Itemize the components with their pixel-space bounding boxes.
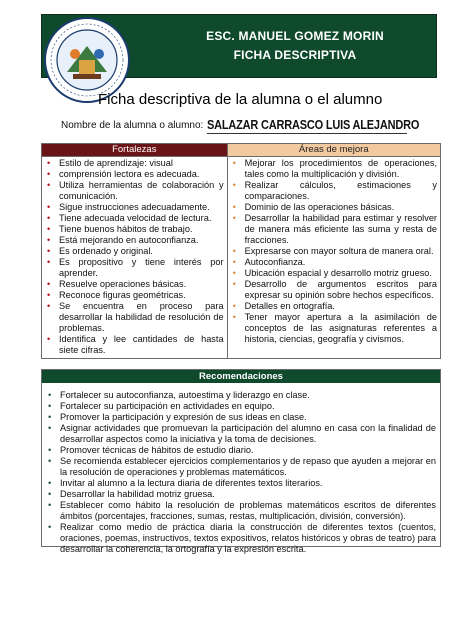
bullet-icon: • — [47, 334, 51, 344]
list-item-text: Identifica y lee cantidades de hasta siete cifras. — [59, 334, 224, 355]
student-name: SALAZAR CARRASCO LUIS ALEJANDRO — [207, 118, 420, 133]
list-item — [46, 522, 436, 555]
bullet-icon: • — [232, 158, 236, 168]
list-item — [231, 246, 437, 257]
list-item — [45, 169, 224, 180]
bullet-icon: • — [47, 235, 51, 245]
list-item-text: Desarrollar la habilidad para estimar y resolver de manera más eficiente las suma y resta de fracciones. — [244, 213, 437, 245]
list-item — [45, 224, 224, 235]
bullet-icon: • — [48, 423, 52, 433]
list-item-text: Fortalecer su autoconfianza, autoestima y liderazgo en clase. — [60, 390, 310, 400]
list-item-text: Detalles en ortografía. — [244, 301, 335, 311]
list-item-text: Promover la participación y expresión de sus ideas en clase. — [60, 412, 307, 422]
list-item-text: Realizar cálculos, estimaciones y comparaciones. — [244, 180, 437, 201]
bullet-icon: • — [48, 456, 52, 466]
list-item — [46, 423, 436, 445]
list-item-text: Realizar como medio de práctica diaria la construcción de diferentes textos (cuentos, oraciones, poemas, instructivos, textos expositivos, relatos históricos y obras de teatro) para desarrollar la coherencia, la ortografía y la expresión escrita. — [60, 522, 436, 554]
header-titles — [160, 27, 430, 65]
list-item-text: Desarrollar la habilidad motriz gruesa. — [60, 489, 215, 499]
list-item — [45, 279, 224, 290]
list-item — [231, 312, 437, 345]
bullet-icon: • — [47, 301, 51, 311]
list-item-text: Resuelve operaciones básicas. — [59, 279, 187, 289]
list-item-text: Dominio de las operaciones básicas. — [244, 202, 395, 212]
list-item — [231, 279, 437, 301]
list-item — [231, 180, 437, 202]
bullet-icon: • — [48, 500, 52, 510]
list-item-text: Sigue instrucciones adecuadamente. — [59, 202, 210, 212]
list-item-text: Reconoce figuras geométricas. — [59, 290, 186, 300]
bullet-icon: • — [47, 180, 51, 190]
document-type: FICHA DESCRIPTIVA — [233, 48, 357, 62]
list-item — [46, 401, 436, 412]
list-item — [231, 213, 437, 246]
bullet-icon: • — [47, 246, 51, 256]
strengths-areas-table — [41, 143, 441, 359]
student-name-underline — [207, 133, 407, 134]
list-item — [45, 290, 224, 301]
bullet-icon: • — [47, 169, 51, 179]
fortalezas-column — [42, 157, 228, 359]
list-item — [45, 257, 224, 279]
bullet-icon: • — [232, 202, 236, 212]
list-item — [45, 301, 224, 334]
list-item-text: Establecer como hábito la resolución de problemas matemáticos escritos de diferentes ámbitos (porcentajes, fracciones, sumas, restas, multiplicación, división, conversión). — [60, 500, 436, 521]
list-item — [231, 257, 437, 268]
areas-header: Áreas de mejora — [227, 144, 440, 157]
areas-list — [231, 158, 437, 345]
list-item-text: Desarrollo de argumentos escritos para expresar su opinión sobre hechos específicos. — [244, 279, 437, 300]
fortalezas-list — [45, 158, 224, 356]
recommendations-list — [46, 390, 436, 555]
list-item-text: Se encuentra en proceso para desarrollar la habilidad de resolución de problemas. — [59, 301, 224, 333]
bullet-icon: • — [47, 279, 51, 289]
bullet-icon: • — [232, 301, 236, 311]
bullet-icon: • — [48, 522, 52, 532]
list-item — [231, 202, 437, 213]
recommendations-body — [42, 383, 440, 555]
list-item-text: Estilo de aprendizaje: visual — [59, 158, 173, 168]
recommendations-header: Recomendaciones — [42, 370, 440, 383]
school-name: ESC. MANUEL GOMEZ MORIN — [206, 29, 384, 43]
bullet-icon: • — [47, 202, 51, 212]
list-item — [231, 158, 437, 180]
list-item-text: Está mejorando en autoconfianza. — [59, 235, 199, 245]
areas-column — [227, 157, 440, 359]
list-item-text: Autoconfianza. — [244, 257, 306, 267]
list-item — [45, 180, 224, 202]
list-item — [46, 390, 436, 401]
bullet-icon: • — [48, 412, 52, 422]
list-item — [46, 456, 436, 478]
list-item-text: Ubicación espacial y desarrollo motriz grueso. — [244, 268, 432, 278]
list-item — [45, 235, 224, 246]
bullet-icon: • — [232, 213, 236, 223]
list-item — [46, 412, 436, 423]
bullet-icon: • — [48, 489, 52, 499]
list-item — [45, 158, 224, 169]
list-item-text: Es propositivo y tiene interés por aprender. — [59, 257, 224, 278]
list-item-text: Expresarse con mayor soltura de manera oral. — [244, 246, 434, 256]
list-item-text: Invitar al alumno a la lectura diaria de diferentes textos literarios. — [60, 478, 323, 488]
header-band — [41, 14, 437, 78]
bullet-icon: • — [47, 224, 51, 234]
list-item — [45, 246, 224, 257]
list-item-text: Utiliza herramientas de colaboración y comunicación. — [59, 180, 224, 201]
list-item-text: Se recomienda establecer ejercicios complementarios y de repaso que ayuden a mejorar en la resolución de operaciones y problemas matemáticos. — [60, 456, 436, 477]
recommendations-box — [41, 369, 441, 554]
bullet-icon: • — [232, 312, 236, 322]
student-label: Nombre de la alumna o alumno: — [61, 120, 204, 131]
list-item-text: Tiene buenos hábitos de trabajo. — [59, 224, 193, 234]
bullet-icon: • — [232, 279, 236, 289]
bullet-icon: • — [48, 478, 52, 488]
list-item — [231, 268, 437, 279]
bullet-icon: • — [232, 268, 236, 278]
bullet-icon: • — [47, 290, 51, 300]
list-item-text: Mejorar los procedimientos de operaciones, tales como la multiplicación y división. — [244, 158, 437, 179]
bullet-icon: • — [47, 213, 51, 223]
fortalezas-header: Fortalezas — [42, 144, 228, 157]
list-item-text: comprensión lectora es adecuada. — [59, 169, 200, 179]
bullet-icon: • — [232, 257, 236, 267]
bullet-icon: • — [47, 257, 51, 267]
list-item-text: Es ordenado y original. — [59, 246, 153, 256]
list-item-text: Tener mayor apertura a la asimilación de conceptos de las asignaturas referentes a historia, ciencias, geografía y civismos. — [244, 312, 437, 344]
page-title: Ficha descriptiva de la alumna o el alumno — [98, 91, 383, 108]
list-item — [46, 478, 436, 489]
list-item-text: Promover técnicas de hábitos de estudio diario. — [60, 445, 254, 455]
list-item — [46, 489, 436, 500]
bullet-icon: • — [48, 445, 52, 455]
bullet-icon: • — [47, 158, 51, 168]
bullet-icon: • — [48, 401, 52, 411]
list-item — [231, 301, 437, 312]
list-item-text: Fortalecer su participación en actividades en equipo. — [60, 401, 275, 411]
list-item — [46, 500, 436, 522]
list-item-text: Tiene adecuada velocidad de lectura. — [59, 213, 212, 223]
bullet-icon: • — [232, 246, 236, 256]
bullet-icon: • — [232, 180, 236, 190]
student-row — [61, 118, 441, 136]
list-item — [45, 202, 224, 213]
bullet-icon: • — [48, 390, 52, 400]
list-item — [45, 213, 224, 224]
list-item — [45, 334, 224, 356]
list-item — [46, 445, 436, 456]
list-item-text: Asignar actividades que promuevan la participación del alumno en casa con la finalidad de desarrollar aspectos como la iniciativa y la toma de decisiones. — [60, 423, 436, 444]
